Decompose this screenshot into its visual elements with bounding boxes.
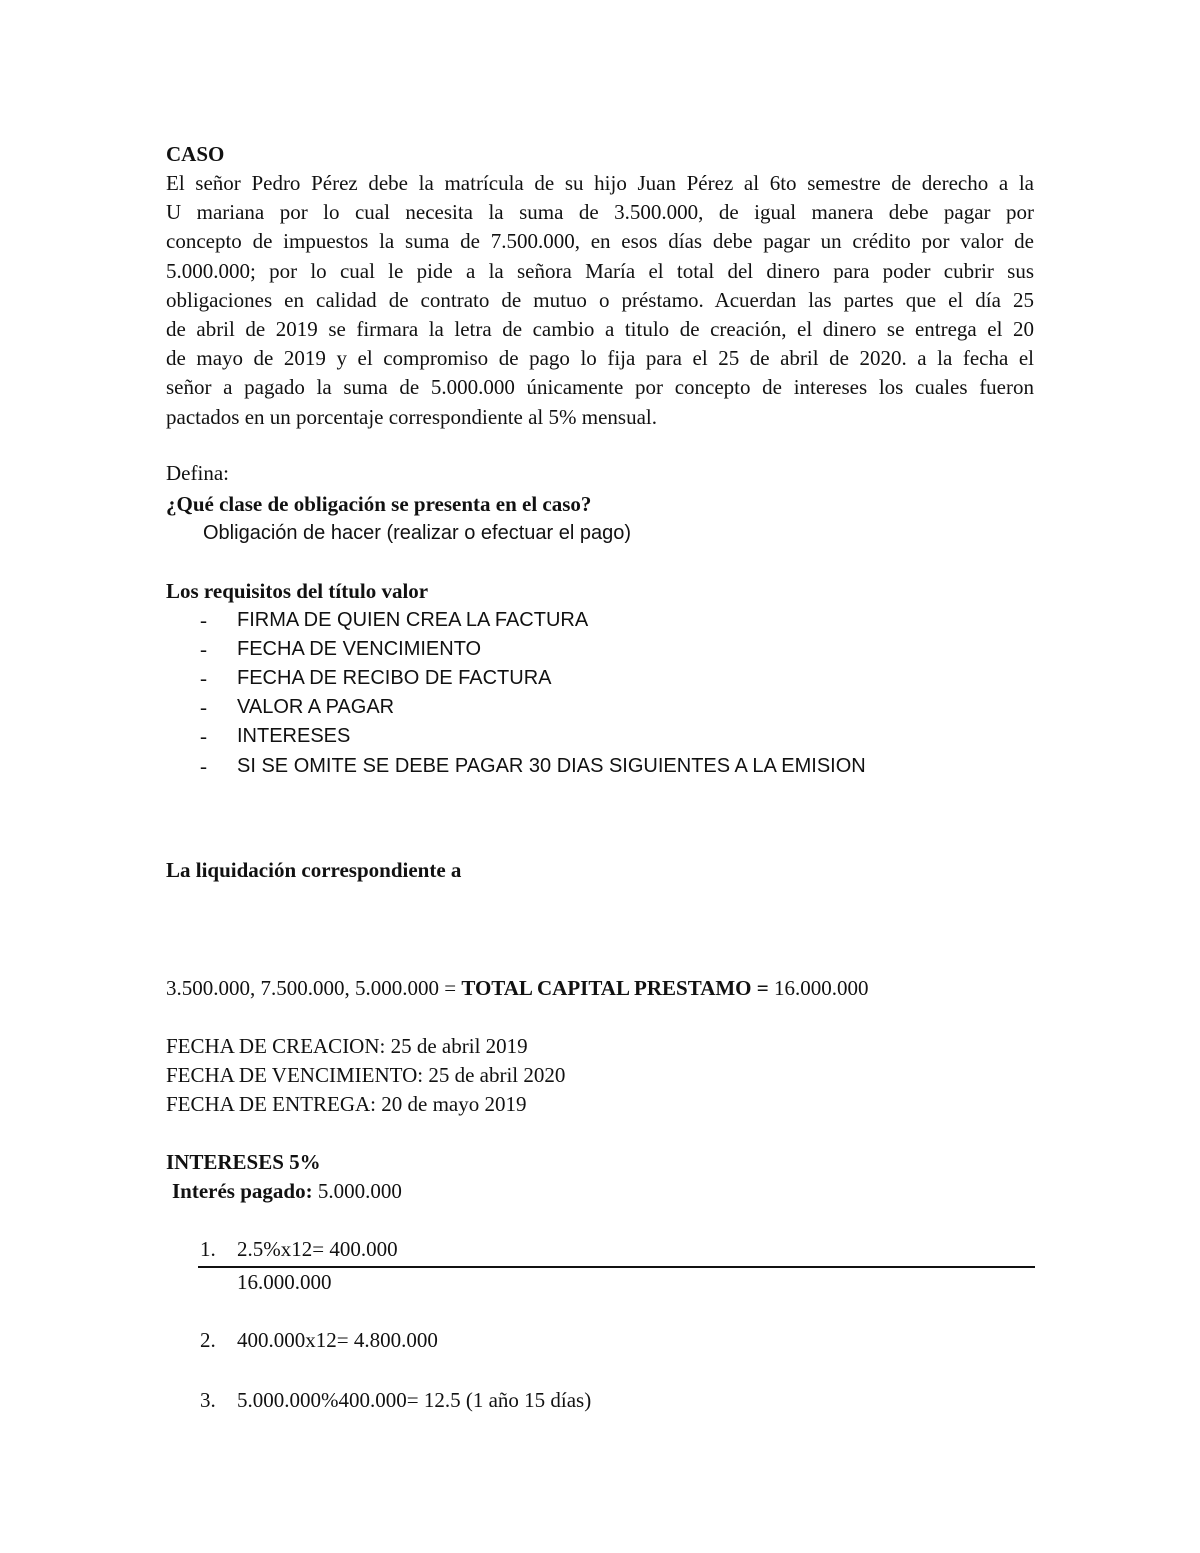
- step-number: 3.: [200, 1388, 216, 1412]
- question-answer: Obligación de hacer (realizar o efectuar el pago): [203, 522, 632, 544]
- case-line: señor a pagado la suma de 5.000.000 únicamente por concepto de intereses los cuales fueron: [166, 375, 1034, 400]
- delivery-date: FECHA DE ENTREGA: 20 de mayo 2019: [166, 1092, 527, 1116]
- case-line: U mariana por lo cual necesita la suma de 3.500.000, de igual manera debe pagar por: [166, 200, 1034, 225]
- dash-bullet: -: [200, 608, 207, 632]
- case-paragraph: [166, 169, 1034, 432]
- interest-paid-value: 5.000.000: [317, 1179, 402, 1203]
- case-line: de abril de 2019 se firmara la letra de cambio a titulo de creación, el dinero se entrega el 20: [166, 316, 1034, 341]
- dash-bullet: -: [200, 695, 207, 719]
- requirement-text: FECHA DE RECIBO DE FACTURA: [237, 667, 552, 689]
- requirements-title: Los requisitos del título valor: [166, 579, 429, 603]
- total-capital-label: TOTAL CAPITAL PRESTAMO =: [461, 976, 769, 1000]
- requirement-text: FIRMA DE QUIEN CREA LA FACTURA: [237, 609, 589, 631]
- step-denominator: 16.000.000: [237, 1270, 332, 1294]
- requirement-text: INTERESES: [237, 725, 351, 747]
- requirement-text: SI SE OMITE SE DEBE PAGAR 30 DIAS SIGUIENTES A LA EMISION: [237, 755, 866, 777]
- interest-paid-line: [172, 1177, 402, 1206]
- step-number: 2.: [200, 1328, 216, 1352]
- case-line: obligaciones en calidad de contrato de mutuo o préstamo. Acuerdan las partes que el día 25: [166, 287, 1034, 312]
- interest-paid-label: Interés pagado:: [172, 1179, 313, 1203]
- loan-amounts: 3.500.000, 7.500.000, 5.000.000 =: [166, 976, 457, 1000]
- case-line: El señor Pedro Pérez debe la matrícula de su hijo Juan Pérez al 6to semestre de derecho a la: [166, 171, 1034, 195]
- dash-bullet: -: [200, 666, 207, 690]
- liquidation-title: La liquidación correspondiente a: [166, 858, 462, 882]
- interest-title: INTERESES 5%: [166, 1150, 321, 1174]
- case-line: pactados en un porcentaje correspondiente al 5% mensual.: [166, 404, 657, 429]
- question-title: ¿Qué clase de obligación se presenta en el caso?: [166, 492, 592, 516]
- case-line: de mayo de 2019 y el compromiso de pago lo fija para el 25 de abril de 2020. a la fecha el: [166, 346, 1034, 371]
- dash-bullet: -: [200, 724, 207, 748]
- defina-label: Defina:: [166, 461, 229, 485]
- case-line: 5.000.000; por lo cual le pide a la señora María el total del dinero para poder cubrir sus: [166, 258, 1034, 283]
- case-heading: CASO: [166, 142, 225, 166]
- step-text: 5.000.000%400.000= 12.5 (1 año 15 días): [237, 1388, 592, 1412]
- dash-bullet: -: [200, 754, 207, 778]
- step-text: 400.000x12= 4.800.000: [237, 1328, 438, 1352]
- creation-date: FECHA DE CREACION: 25 de abril 2019: [166, 1034, 528, 1058]
- case-line: concepto de impuestos la suma de 7.500.000, en esos días debe pagar un crédito por valor de: [166, 229, 1034, 254]
- step-text: 2.5%x12= 400.000: [237, 1237, 398, 1261]
- requirement-text: FECHA DE VENCIMIENTO: [237, 638, 482, 660]
- dash-bullet: -: [200, 637, 207, 661]
- total-capital-value: 16.000.000: [773, 976, 869, 1000]
- step-number: 1.: [200, 1237, 216, 1261]
- total-capital-line: [166, 974, 868, 1003]
- requirement-text: VALOR A PAGAR: [237, 696, 395, 718]
- due-date: FECHA DE VENCIMIENTO: 25 de abril 2020: [166, 1063, 566, 1087]
